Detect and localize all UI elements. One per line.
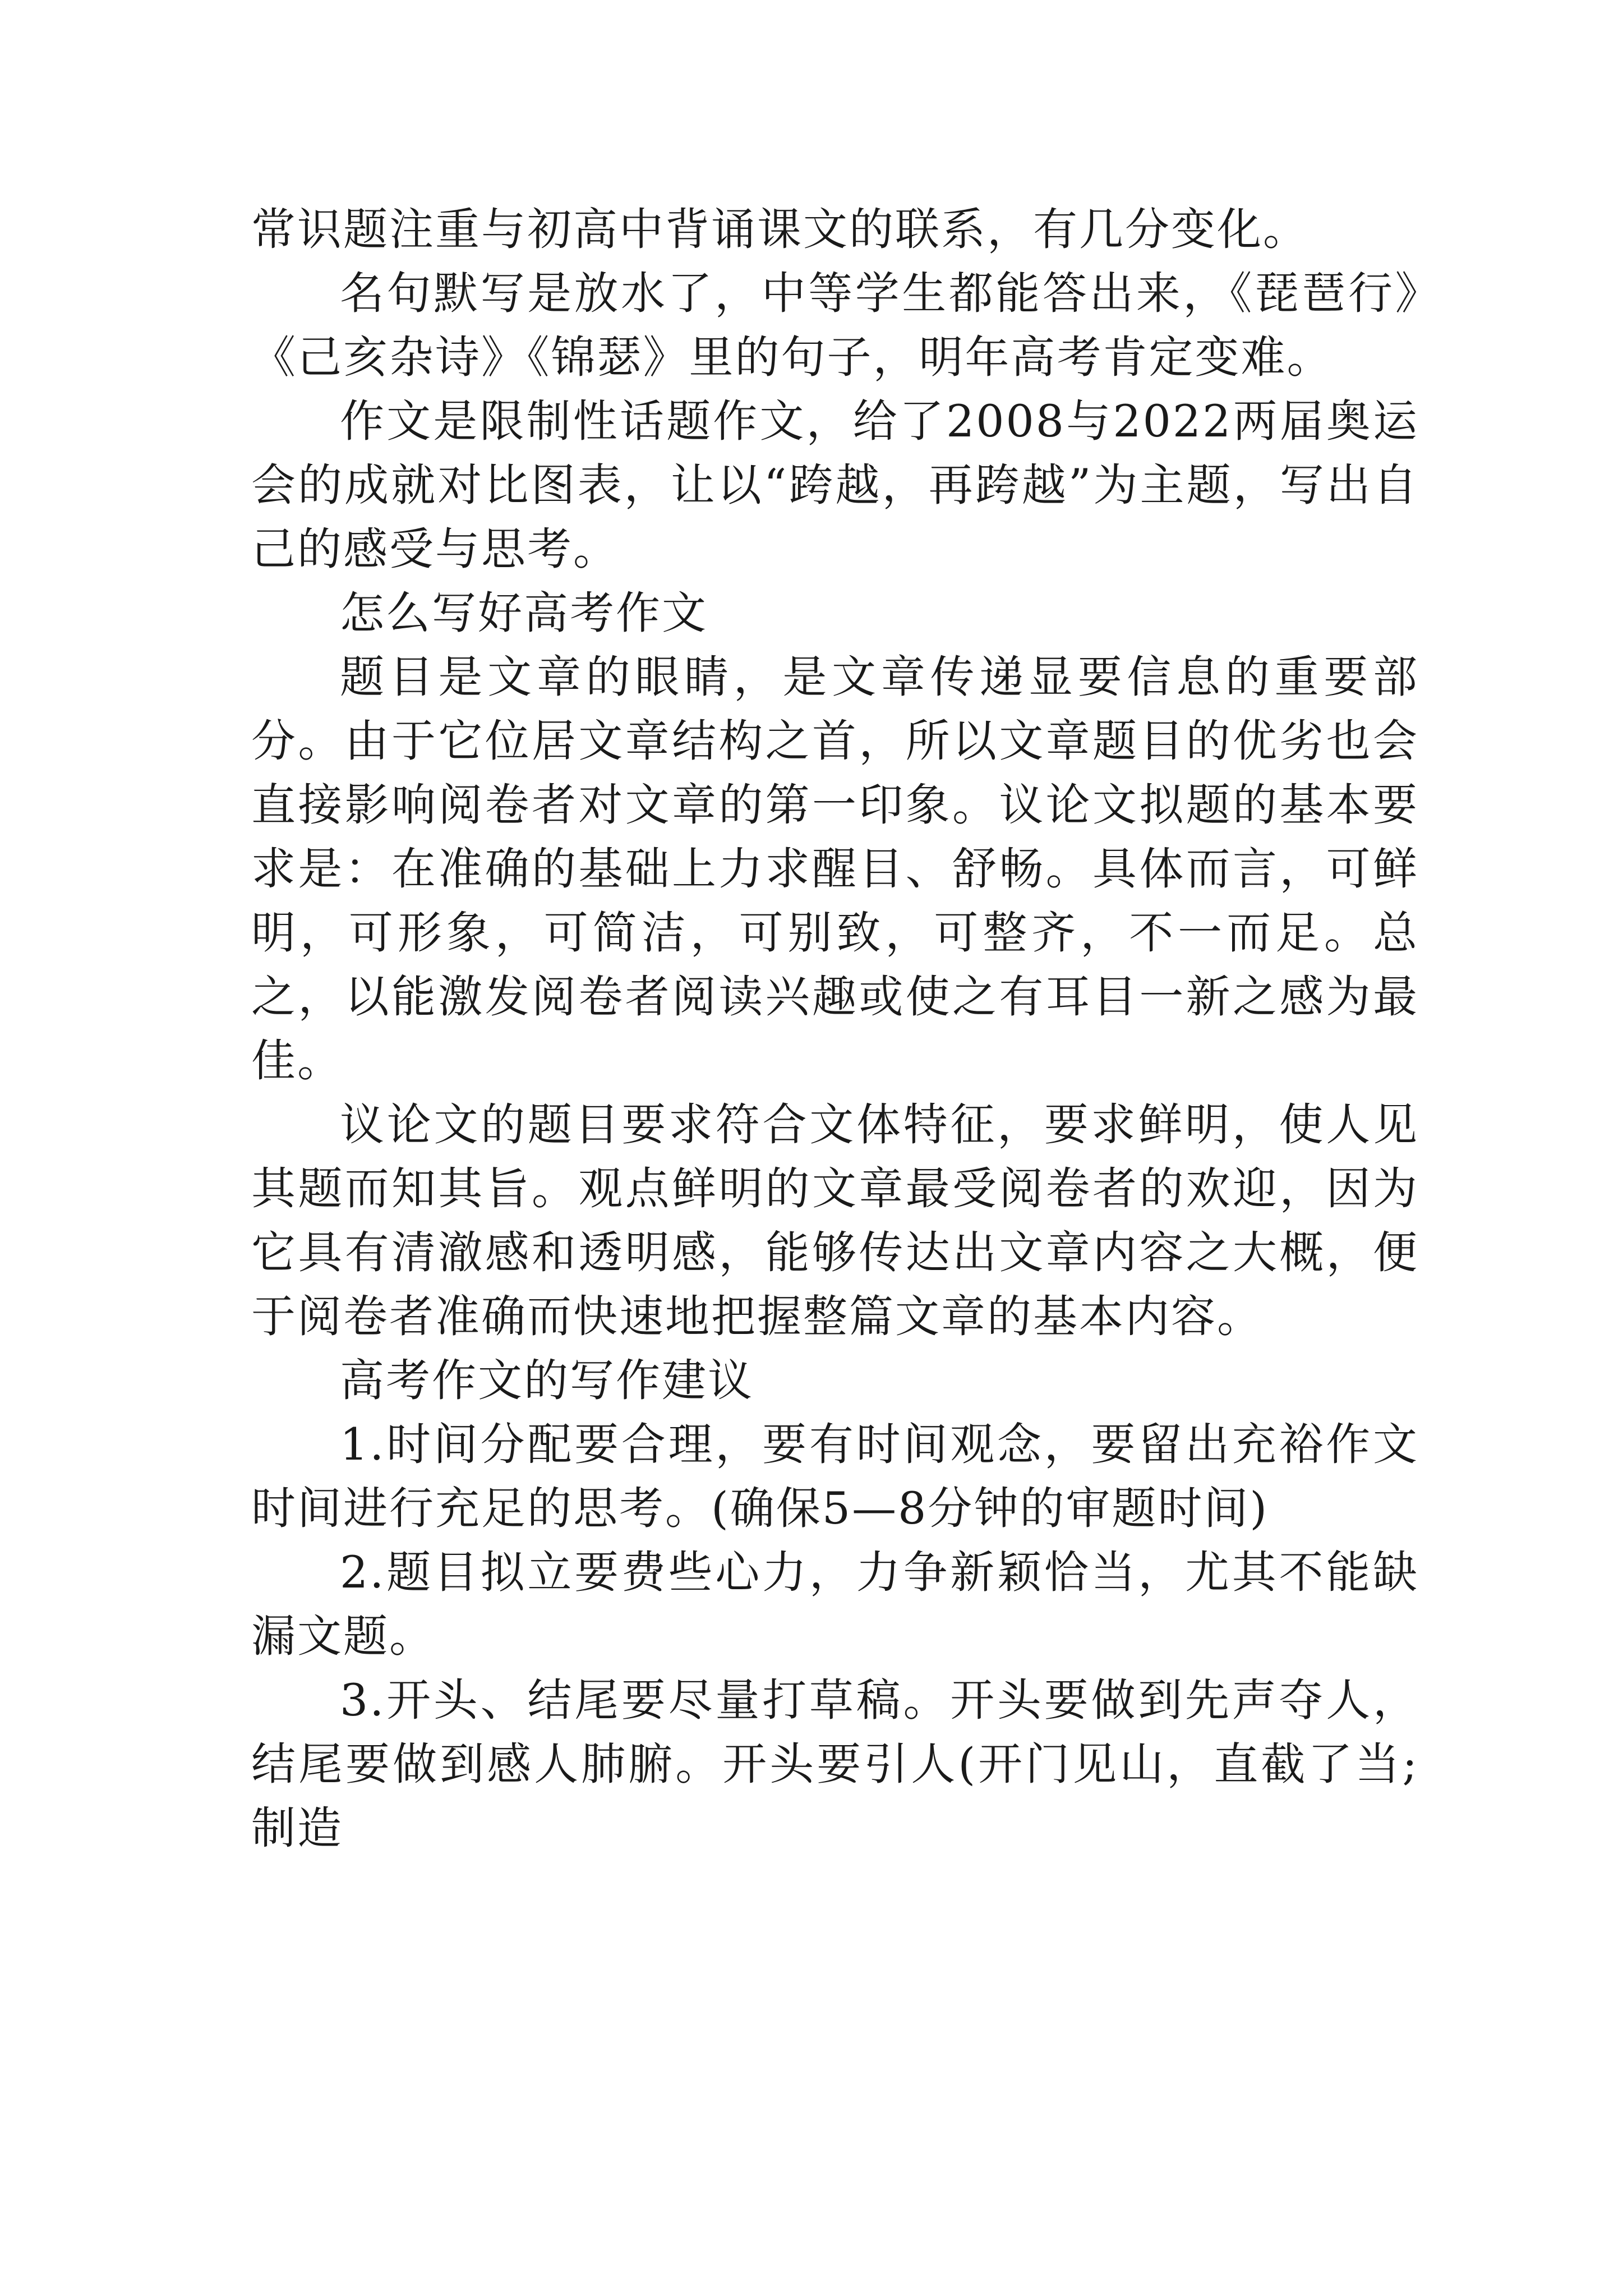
paragraph: 作文是限制性话题作文，给了2008与2022两届奥运会的成就对比图表，让以“跨越，再跨越”为主题，写出自己的感受与思考。 — [251, 395, 1419, 575]
document-body — [251, 197, 1419, 1860]
paragraph: 议论文的题目要求符合文体特征，要求鲜明，使人见其题而知其旨。观点鲜明的文章最受阅卷者的欢迎，因为它具有清澈感和透明感，能够传达出文章内容之大概，便于阅卷者准确而快速地把握整篇文章的基本内容。 — [251, 1099, 1419, 1342]
paragraph: 名句默写是放水了，中等学生都能答出来，《琵琶行》《己亥杂诗》《锦瑟》里的句子，明年高考肯定变难。 — [251, 268, 1419, 383]
list-item: 3.开头、结尾要尽量打草稿。开头要做到先声夺人，结尾要做到感人肺腑。开头要引人(开门见山，直截了当;制造 — [251, 1674, 1419, 1854]
list-item: 1.时间分配要合理，要有时间观念，要留出充裕作文时间进行充足的思考。(确保5—8分钟的审题时间) — [251, 1419, 1419, 1534]
section-heading: 高考作文的写作建议 — [340, 1355, 754, 1406]
section-heading: 怎么写好高考作文 — [340, 587, 708, 639]
paragraph: 题目是文章的眼睛，是文章传递显要信息的重要部分。由于它位居文章结构之首，所以文章题目的优劣也会直接影响阅卷者对文章的第一印象。议论文拟题的基本要求是：在准确的基础上力求醒目、舒畅。具体而言，可鲜明，可形象，可简洁，可别致，可整齐，不一而足。总之，以能激发阅卷者阅读兴趣或使之有耳目一新之感为最佳。 — [251, 651, 1419, 1087]
list-item: 2.题目拟立要费些心力，力争新颖恰当，尤其不能缺漏文题。 — [251, 1547, 1419, 1662]
paragraph: 常识题注重与初高中背诵课文的联系，有几分变化。 — [251, 204, 1309, 255]
